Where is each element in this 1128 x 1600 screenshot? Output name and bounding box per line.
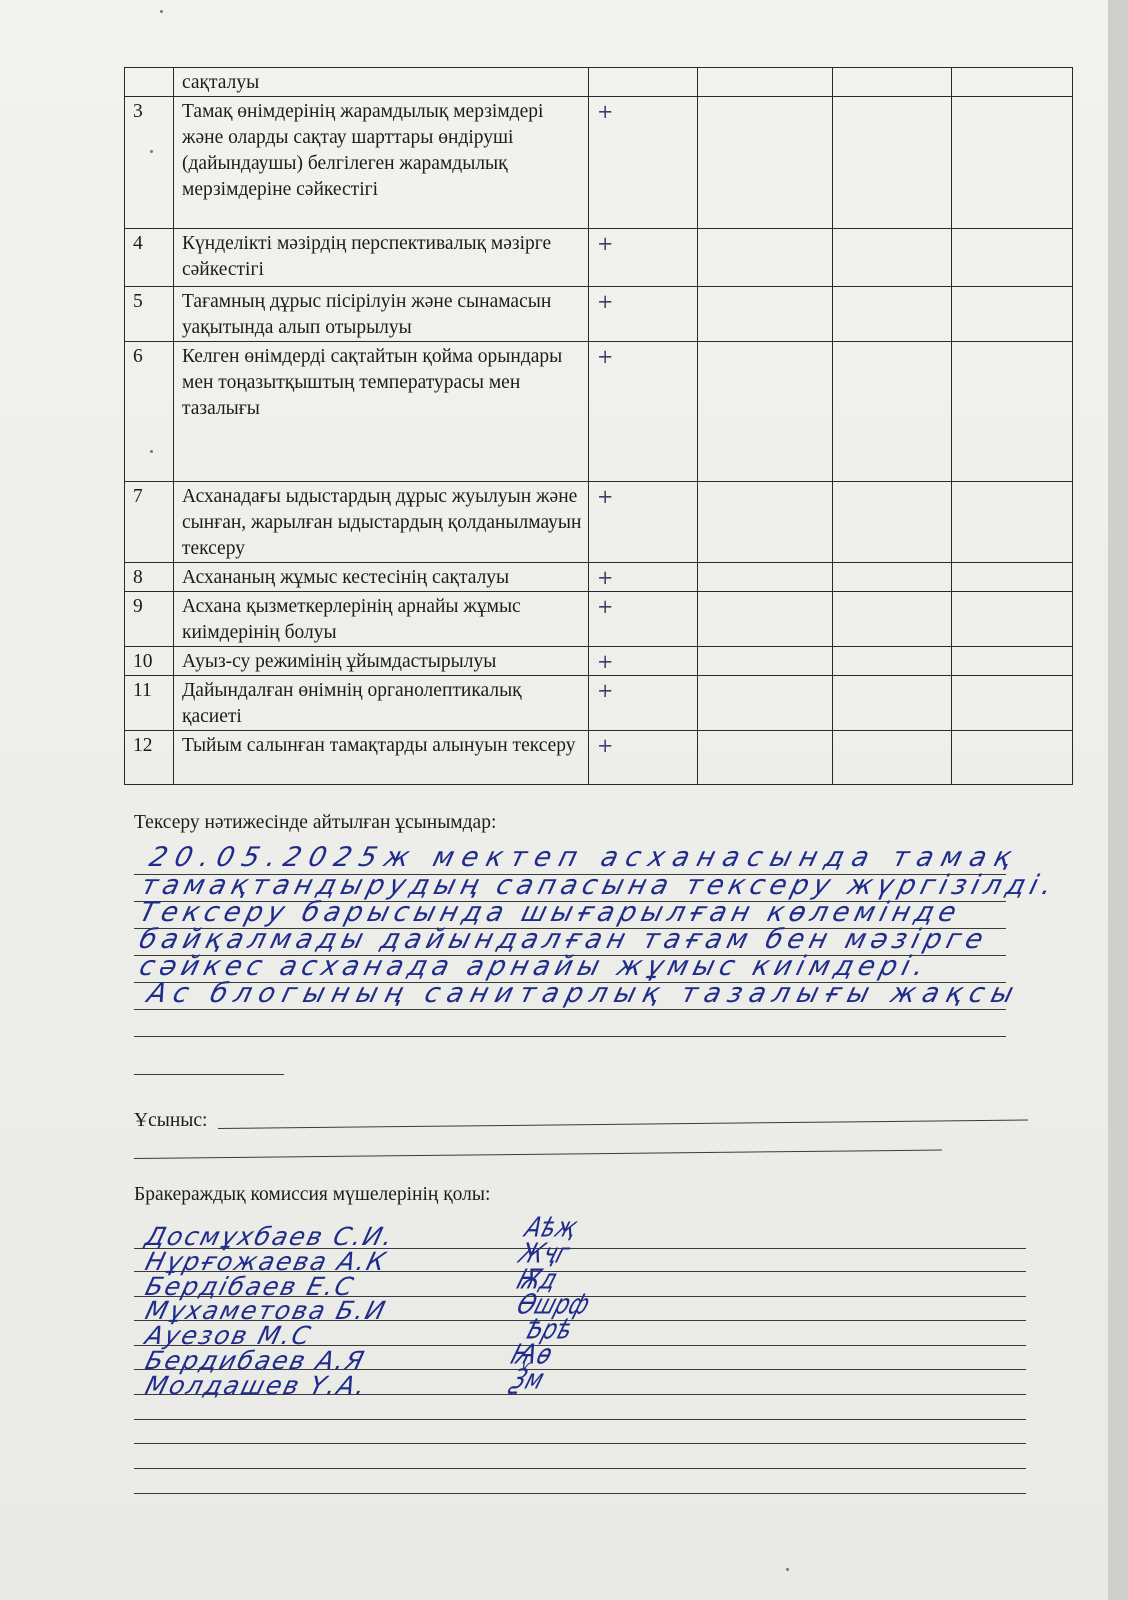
empty-cell — [952, 97, 1073, 229]
table-row — [125, 676, 1073, 731]
empty-cell — [698, 342, 833, 482]
empty-cell — [833, 647, 952, 676]
member-signature: Ѯм — [506, 1364, 548, 1397]
paper-speck — [160, 10, 163, 13]
empty-cell — [698, 482, 833, 563]
empty-cell — [833, 68, 952, 97]
empty-cell — [833, 676, 952, 731]
paper-speck — [150, 150, 153, 153]
signatures-label: Бракераждық комиссия мүшелерінің қолы: — [134, 1184, 491, 1205]
empty-cell — [698, 229, 833, 287]
empty-cell — [698, 68, 833, 97]
empty-cell — [698, 287, 833, 342]
writing-line — [134, 1036, 1006, 1037]
handwritten-recommendation: 20.05.2025ж мектеп асханасында тамақ — [146, 842, 1023, 873]
paper-speck — [150, 450, 153, 453]
empty-cell — [833, 592, 952, 647]
table-row — [125, 592, 1073, 647]
criterion-text: сақталуы — [174, 68, 589, 97]
member-signature: Ѭд — [512, 1264, 561, 1297]
handwritten-recommendation: байқалмады дайындалған тағам бен мәзірге — [136, 924, 992, 955]
check-mark: + — [589, 563, 698, 592]
empty-cell — [698, 647, 833, 676]
writing-line — [134, 1009, 1006, 1010]
empty-cell — [952, 731, 1073, 785]
member-name: Досмұхбаев С.И. — [142, 1222, 398, 1251]
table-row — [125, 97, 1073, 229]
table-row — [125, 342, 1073, 482]
empty-cell — [952, 229, 1073, 287]
empty-cell — [952, 287, 1073, 342]
empty-cell — [833, 97, 952, 229]
empty-cell — [952, 68, 1073, 97]
check-mark: + — [589, 229, 698, 287]
table-row — [125, 68, 1073, 97]
check-mark: + — [589, 731, 698, 785]
check-mark: + — [589, 482, 698, 563]
check-mark: + — [589, 342, 698, 482]
row-number: 10 — [125, 647, 174, 676]
member-signature: Ѳшрф — [512, 1289, 594, 1322]
empty-cell — [698, 97, 833, 229]
criterion-text: Тағамның дұрыс пісірілуін және сынамасын уақытында алып отырылуы — [174, 287, 589, 342]
empty-cell — [952, 592, 1073, 647]
row-number: 8 — [125, 563, 174, 592]
paper-speck — [786, 1568, 789, 1571]
member-name: Нұрғожаева А.К — [142, 1247, 391, 1276]
empty-cell — [698, 731, 833, 785]
member-name: Ауезов М.С — [142, 1321, 316, 1350]
criterion-text: Асханадағы ыдыстардың дұрыс жуылуын және сынған, жарылған ыдыстардың қолданылмауын тексеру — [174, 482, 589, 563]
row-number: 4 — [125, 229, 174, 287]
row-number: 7 — [125, 482, 174, 563]
row-number: 11 — [125, 676, 174, 731]
handwritten-recommendation: сәйкес асханада арнайы жұмыс киімдері. — [136, 951, 933, 982]
empty-cell — [952, 482, 1073, 563]
writing-line — [218, 1120, 1028, 1129]
empty-cell — [952, 342, 1073, 482]
member-signature: Жҷг — [514, 1238, 574, 1271]
member-name: Бердибаев А.Я — [142, 1346, 369, 1375]
empty-cell — [952, 647, 1073, 676]
check-mark: + — [589, 676, 698, 731]
row-number: 9 — [125, 592, 174, 647]
writing-line — [134, 1074, 284, 1075]
writing-line — [134, 1493, 1026, 1494]
row-number: 6 — [125, 342, 174, 482]
row-number: 3 — [125, 97, 174, 229]
member-signature: Ѣрѣ — [520, 1314, 577, 1347]
criterion-text: Асхана қызметкерлерінің арнайы жұмыс киімдерінің болуы — [174, 592, 589, 647]
empty-cell — [698, 676, 833, 731]
row-number: 12 — [125, 731, 174, 785]
handwritten-recommendation: Тексеру барысында шығарылған көлемінде — [136, 897, 965, 928]
check-mark — [589, 68, 698, 97]
empty-cell — [833, 482, 952, 563]
member-name: Мұхаметова Б.И — [142, 1296, 391, 1325]
row-number: 5 — [125, 287, 174, 342]
criterion-text: Күнделікті мәзірдің перспективалық мәзірге сәйкестігі — [174, 229, 589, 287]
criterion-text: Тыйым салынған тамақтарды алынуын тексеру — [174, 731, 589, 785]
table-row — [125, 731, 1073, 785]
writing-line — [134, 1419, 1026, 1420]
member-name: Молдашев Ү.А. — [142, 1371, 371, 1400]
handwritten-recommendation: Ас блогының санитарлық тазалығы жақсы — [144, 978, 1024, 1009]
criterion-text: Келген өнімдерді сақтайтын қойма орындары мен тоңазытқыштың температурасы мен тазалығы — [174, 342, 589, 482]
check-mark: + — [589, 592, 698, 647]
recommendations-label: Тексеру нәтижесінде айтылған ұсынымдар: — [134, 812, 497, 833]
table-row — [125, 647, 1073, 676]
member-signature: Аѣҗ — [520, 1212, 581, 1245]
member-name: Бердібаев Е.С — [142, 1272, 359, 1301]
check-mark: + — [589, 97, 698, 229]
table-row — [125, 229, 1073, 287]
criterion-text: Ауыз-су режимінің ұйымдастырылуы — [174, 647, 589, 676]
table-row — [125, 563, 1073, 592]
check-mark: + — [589, 647, 698, 676]
empty-cell — [698, 592, 833, 647]
empty-cell — [698, 563, 833, 592]
empty-cell — [952, 676, 1073, 731]
table-row — [125, 287, 1073, 342]
criterion-text: Тамақ өнімдерінің жарамдылық мерзімдері және оларды сақтау шарттары өндіруші (дайындаушы) белгілеген жарамдылық мерзімдеріне сәйкестігі — [174, 97, 589, 229]
empty-cell — [952, 563, 1073, 592]
empty-cell — [833, 731, 952, 785]
writing-line — [134, 1468, 1026, 1469]
writing-line — [134, 1443, 1026, 1444]
handwritten-recommendation: тамақтандырудың сапасына тексеру жүргізілді. — [138, 870, 1061, 901]
criterion-text: Дайындалған өнімнің органолептикалық қасиеті — [174, 676, 589, 731]
empty-cell — [833, 287, 952, 342]
proposal-label: Ұсыныс: — [134, 1110, 208, 1131]
check-mark: + — [589, 287, 698, 342]
checklist-table — [124, 67, 1073, 785]
row-number — [125, 68, 174, 97]
empty-cell — [833, 229, 952, 287]
criterion-text: Асхананың жұмыс кестесінің сақталуы — [174, 563, 589, 592]
empty-cell — [833, 342, 952, 482]
writing-line — [134, 1150, 942, 1159]
member-signature: Ѩѳ — [506, 1339, 557, 1372]
empty-cell — [833, 563, 952, 592]
page-edge — [1108, 0, 1128, 1600]
table-row — [125, 482, 1073, 563]
